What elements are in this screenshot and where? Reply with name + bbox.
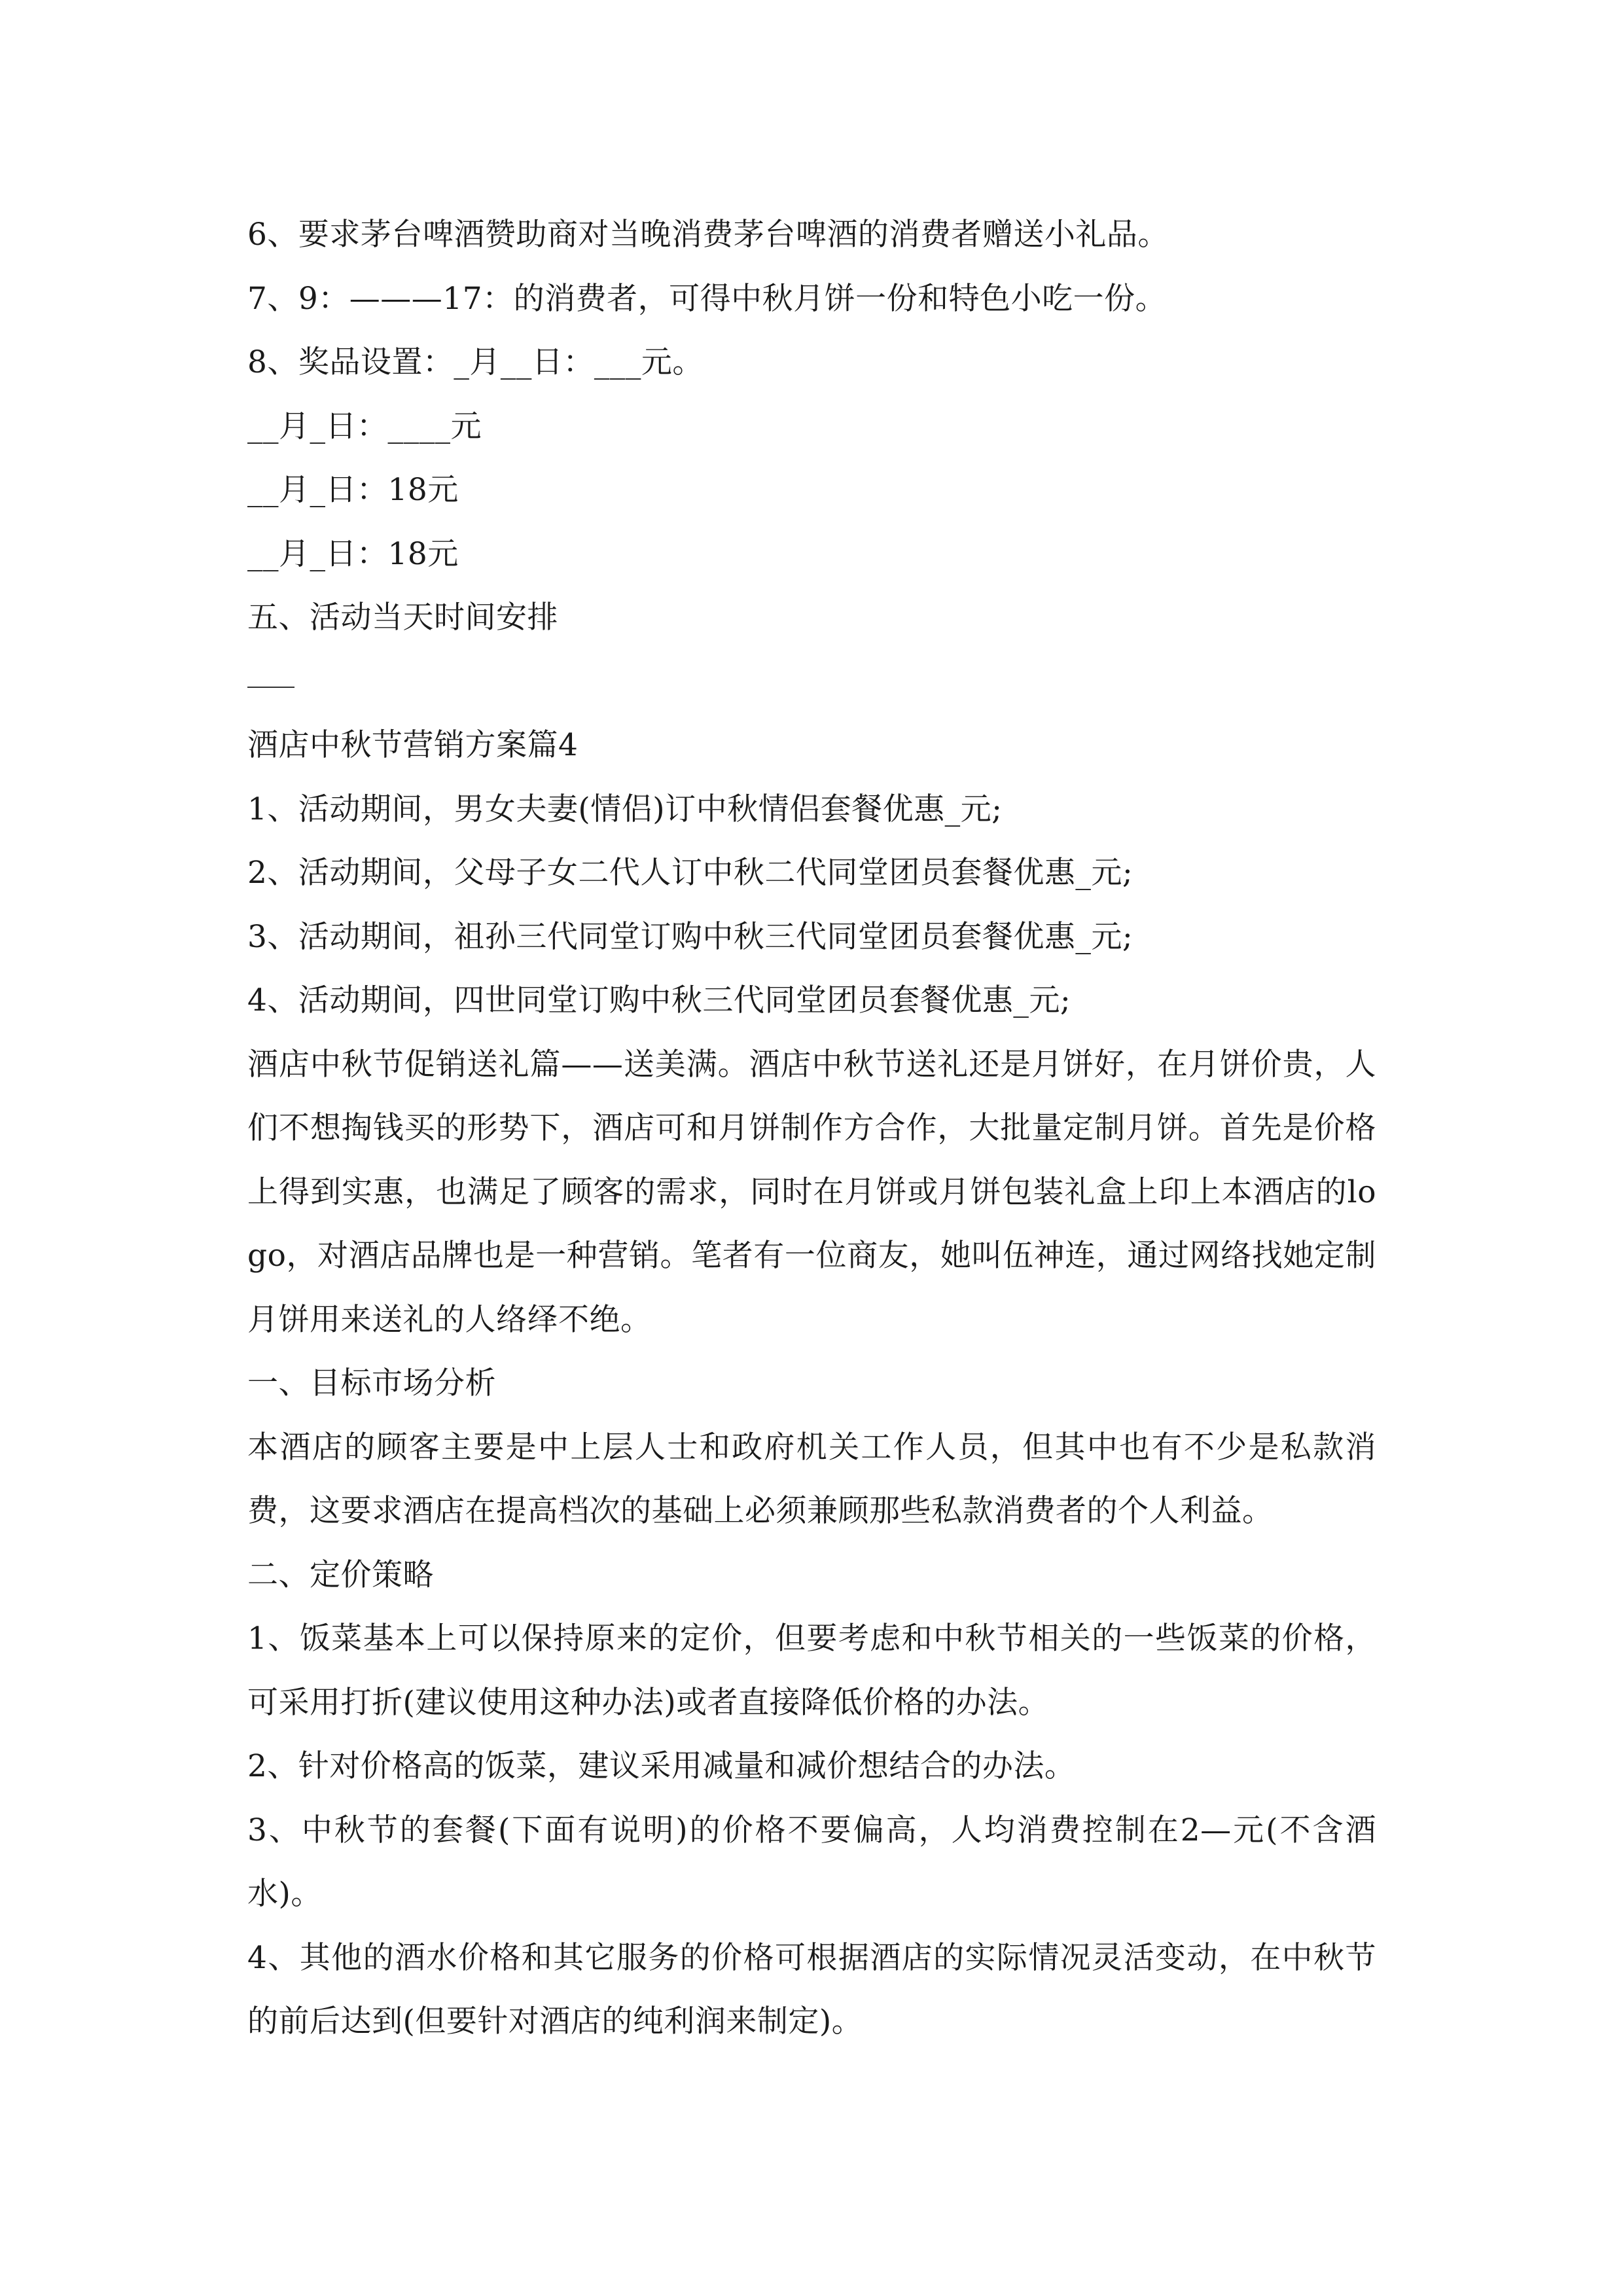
section-heading: 五、活动当天时间安排: [247, 600, 558, 636]
list-item: 4、活动期间，四世同堂订购中秋三代同堂团员套餐优惠_元;: [247, 982, 1071, 1018]
intro-paragraph: 酒店中秋节促销送礼篇——送美满。酒店中秋节送礼还是月饼好，在月饼价贵，人们不想掏钱买的形势下，酒店可和月饼制作方合作，大批量定制月饼。首先是价格上得到实惠，也满足了顾客的需求，同时在月饼或月饼包装礼盒上印上本酒店的logo，对酒店品牌也是一种营销。笔者有一位商友，她叫伍神连，通过网络找她定制月饼用来送礼的人络绎不绝。: [247, 1046, 1376, 1338]
text-line: __月_日：____元: [247, 408, 482, 444]
list-item: 1、活动期间，男女夫妻(情侣)订中秋情侣套餐优惠_元;: [247, 791, 1003, 827]
list-item: 2、活动期间，父母子女二代人订中秋二代同堂团员套餐优惠_元;: [247, 855, 1133, 891]
pricing-item: 2、针对价格高的饭菜，建议采用减量和减价想结合的办法。: [247, 1748, 1076, 1784]
text-line: __月_日：18元: [247, 472, 459, 508]
document-body: [247, 203, 1376, 2054]
text-line: __月_日：18元: [247, 535, 459, 572]
target-market-paragraph: 本酒店的顾客主要是中上层人士和政府机关工作人员，但其中也有不少是私款消费，这要求酒店在提高档次的基础上必须兼顾那些私款消费者的个人利益。: [247, 1429, 1376, 1529]
short-divider: [247, 650, 1376, 714]
list-item: 3、活动期间，祖孙三代同堂订购中秋三代同堂团员套餐优惠_元;: [247, 918, 1133, 955]
heading-target-market: 一、目标市场分析: [247, 1365, 496, 1401]
text-line: 7、9：———17：的消费者，可得中秋月饼一份和特色小吃一份。: [247, 280, 1167, 317]
pricing-item: 4、其他的酒水价格和其它服务的价格可根据酒店的实际情况灵活变动，在中秋节的前后达到(但要针对酒店的纯利润来制定)。: [247, 1939, 1376, 2039]
section-title: 酒店中秋节营销方案篇4: [247, 727, 579, 763]
text-line: 8、奖品设置：_月__日：___元。: [247, 344, 704, 380]
pricing-item: 1、饭菜基本上可以保持原来的定价，但要考虑和中秋节相关的一些饭菜的价格，可采用打折(建议使用这种办法)或者直接降低价格的办法。: [247, 1621, 1376, 1721]
pricing-item: 3、中秋节的套餐(下面有说明)的价格不要偏高，人均消费控制在2—元(不含酒水)。: [247, 1812, 1376, 1912]
text-line: 6、要求茅台啤酒赞助商对当晚消费茅台啤酒的消费者赠送小礼品。: [247, 217, 1169, 253]
heading-pricing-strategy: 二、定价策略: [247, 1556, 434, 1593]
